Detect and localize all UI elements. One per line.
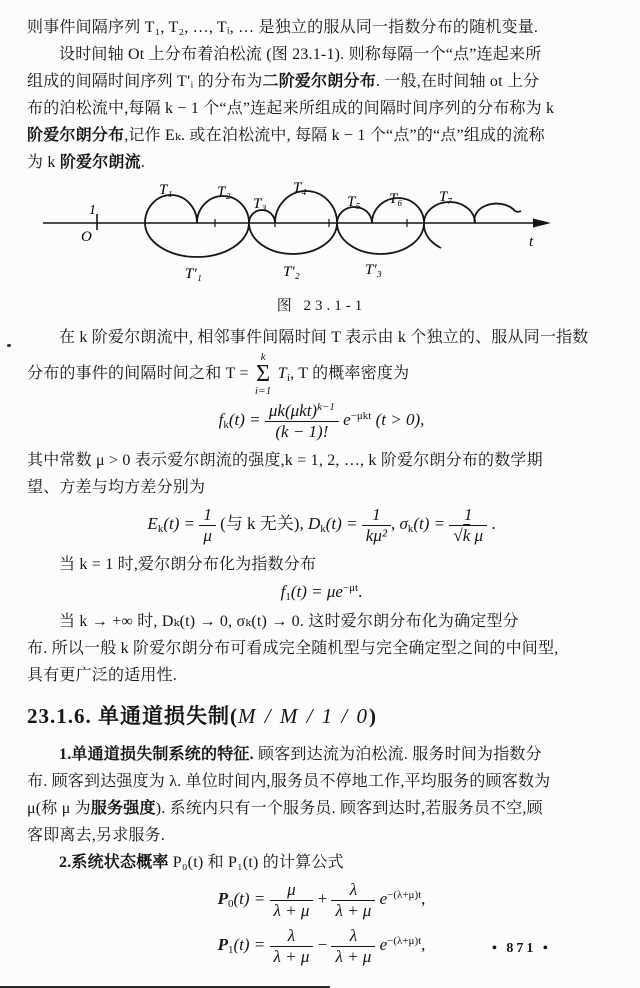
interval-label-T1: T₁ — [159, 182, 173, 198]
interval-label-T5: T₅ — [347, 194, 361, 210]
formula-erlang-density — [27, 401, 616, 441]
unit-label: 1 — [89, 203, 96, 218]
key-term: 2.系统状态概率 — [59, 854, 169, 872]
Dk-num: 1 — [362, 505, 391, 526]
P0-frac2-num: λ — [331, 880, 375, 901]
text-line — [27, 849, 616, 876]
f1-exponent: −μt — [342, 582, 359, 595]
arc-partial-lower — [424, 223, 441, 248]
key-term: 服务强度 — [90, 800, 156, 818]
fk-condition: (t > 0), — [371, 409, 425, 429]
timeline-diagram — [27, 178, 607, 296]
text-line — [27, 95, 616, 122]
arc-T3-prime — [337, 223, 424, 254]
body-text: 则事件间隔序列 T₁, T₂, …, Tᵢ, … 是独立的服从同一指数分布的随机变量. — [27, 19, 539, 36]
origin-label: O — [81, 229, 92, 245]
Ek-base: E — [147, 514, 158, 534]
P0-frac1-den: λ + μ — [273, 900, 310, 920]
sum-lower-limit: i=1 — [254, 384, 272, 397]
P0-end: , — [421, 889, 426, 909]
interval-label-T3: T₃ — [253, 196, 267, 212]
sigmak-num: 1 — [449, 505, 487, 526]
kendall-notation: M / M / 1 / 0 — [238, 704, 369, 729]
Dk-fraction — [362, 505, 391, 545]
text-line — [27, 447, 616, 474]
formula-P0 — [27, 880, 616, 920]
P1-sub: 1 — [227, 944, 234, 957]
Ek-sub: k — [157, 523, 164, 536]
arc-T7 — [424, 202, 475, 223]
summation-symbol — [255, 352, 272, 396]
P1-frac2-num: λ — [331, 926, 375, 947]
P1-frac2-den: λ + μ — [335, 946, 372, 966]
text-line — [27, 41, 616, 68]
body-text: μ(称 μ 为 — [27, 800, 91, 818]
P1-rest: (t) = — [233, 935, 270, 955]
P0-exponent: −(λ+μ)t — [387, 889, 422, 902]
text-line — [27, 149, 616, 176]
Dk-rest: (t) = — [325, 514, 362, 534]
Dk-base: D — [307, 514, 321, 534]
fk-num-exponent: k−1 — [317, 401, 335, 413]
P0-exp-base: e — [375, 889, 388, 909]
body-text: ). 系统内只有一个服务员. 顾客到达时,若服务员不空,顾 — [155, 800, 543, 818]
fk-numerator — [265, 401, 339, 422]
sigmak-sub: k — [407, 523, 414, 536]
body-text: . — [140, 154, 146, 171]
section-heading — [27, 701, 616, 731]
P0-frac2-den: λ + μ — [335, 900, 372, 920]
P1-frac1-den: λ + μ — [273, 946, 310, 966]
formula-moments — [27, 505, 616, 545]
arc-T2 — [197, 196, 249, 223]
Ek-den: μ — [203, 525, 212, 545]
P1-frac1-num: λ — [270, 926, 314, 947]
page-number: • 871 • — [492, 941, 551, 956]
P0-frac1 — [270, 880, 314, 920]
body-text: . 一般,在时间轴 ot 上分 — [375, 73, 540, 90]
radical-icon: √ — [453, 525, 463, 545]
text-line — [27, 14, 616, 41]
Ek-num: 1 — [199, 505, 216, 526]
formula-exponential-density — [27, 582, 616, 602]
fk-exponent: −μkt — [350, 409, 372, 422]
text-line — [27, 662, 616, 689]
interval-label-T2: T₂ — [217, 184, 231, 200]
body-text: 布. 所以一般 k 阶爱尔朗分布可看成完全随机型与完全确定型之间的中间型, — [27, 640, 559, 658]
P1-operator: − — [313, 935, 332, 955]
text-line — [27, 68, 616, 95]
fk-lhs: f — [218, 409, 224, 429]
axis-arrowhead-icon — [533, 219, 551, 228]
body-text: 望、方差与均方差分别为 — [27, 479, 206, 497]
fk-num-base: μk(μkt) — [268, 401, 318, 420]
fk-lhs-rest: (t) = — [228, 409, 265, 429]
figure-erlang-flow-diagram — [27, 178, 616, 316]
P1-base: P — [217, 935, 228, 955]
body-text: 分布的事件的间隔时间之和 T = — [27, 365, 249, 382]
arc-T2-prime — [249, 223, 337, 254]
Ek-fraction — [199, 505, 216, 545]
axis-label-t: t — [529, 234, 534, 250]
section-number-title: 23.1.6. 单通道损失制( — [27, 704, 238, 729]
fk-fraction — [265, 401, 339, 441]
sigmak-den — [449, 526, 487, 546]
text-line — [27, 635, 616, 662]
radicand: k — [462, 525, 471, 545]
key-term: 1.单通道损失制系统的特征. — [59, 746, 254, 764]
f1-base: f — [280, 582, 286, 602]
fk-denominator: (k − 1)! — [275, 421, 329, 441]
heading-close: ) — [369, 704, 377, 729]
P0-rest: (t) = — [233, 889, 270, 909]
f1-end: . — [358, 582, 363, 602]
text-line — [27, 324, 616, 351]
sigmak-den-tail: μ — [470, 525, 484, 545]
text-line — [27, 741, 616, 768]
body-text: ,记作 Eₖ. 或在泊松流中, 每隔 k − 1 个“点”的“点”组成的流称 — [124, 127, 545, 144]
f1-sub: 1 — [285, 591, 291, 604]
sigmak-base: σ — [399, 514, 408, 534]
P0-base: P — [217, 889, 228, 909]
summand: T — [277, 365, 287, 382]
arc-partial-upper — [474, 204, 521, 223]
arc-T1-prime — [145, 223, 249, 257]
interval-label-T4: T₄ — [293, 180, 307, 196]
scan-artifact-dot — [7, 344, 11, 347]
Ek-rest: (t) = — [163, 514, 200, 534]
Dk-sub: k — [320, 523, 326, 536]
body-text: 为 k — [27, 154, 60, 171]
P0-frac1-num: μ — [270, 880, 314, 901]
sigma-icon: Σ — [256, 360, 271, 387]
interval-label-T6: T₆ — [389, 191, 403, 207]
P1-frac1 — [270, 926, 314, 966]
P0-frac2 — [331, 880, 375, 920]
P0-sub: 0 — [227, 898, 234, 911]
body-text: 顾客到达流为泊松流. 服务时间为指数分 — [253, 746, 542, 764]
Ek-note: (与 k 无关), — [215, 514, 308, 534]
body-text: 其中常数 μ > 0 表示爱尔朗流的强度,k = 1, 2, …, k 阶爱尔朗分布的数学期 — [27, 452, 543, 470]
body-text: 在 k 阶爱尔朗流中, 相邻事件间隔时间 T 表示由 k 个独立的、服从同一指数 — [59, 329, 589, 346]
sum-upper-limit: k — [260, 351, 266, 364]
body-text: 客即离去,另求服务. — [27, 827, 166, 845]
interval-label-T3-prime: T′₃ — [365, 262, 382, 278]
sigmak-rest: (t) = — [413, 514, 450, 534]
key-term: 阶爱尔朗分布 — [27, 127, 125, 144]
key-term: 二阶爱尔朗分布 — [262, 73, 376, 90]
text-line — [27, 822, 616, 849]
interval-label-T1-prime: T′₁ — [185, 266, 202, 282]
f1-mid: (t) = μe — [290, 582, 343, 602]
P0-operator: + — [313, 889, 332, 909]
figure-caption: 图 23.1-1 — [276, 298, 367, 314]
body-text: 当 k = 1 时,爱尔朗分布化为指数分布 — [59, 556, 317, 574]
text-line — [27, 474, 616, 501]
body-text: 具有更广泛的适用性. — [27, 667, 178, 685]
body-text: , T 的概率密度为 — [290, 365, 410, 382]
separator: , — [390, 514, 400, 534]
P1-end: , — [421, 935, 426, 955]
text-line — [27, 768, 616, 795]
P1-frac2 — [331, 926, 375, 966]
Dk-den: kμ² — [365, 525, 387, 545]
key-term: 阶爱尔朗流 — [59, 154, 141, 171]
arc-T1 — [145, 195, 197, 223]
body-text: P₀(t) 和 P₁(t) 的计算公式 — [168, 854, 344, 872]
text-line — [27, 608, 616, 635]
fk-exp-base: e — [338, 409, 351, 429]
text-line — [27, 795, 616, 822]
sigmak-fraction — [449, 505, 487, 545]
body-text: 布的泊松流中,每隔 k − 1 个“点”连起来所组成的间隔时间序列的分布称为 k — [27, 100, 555, 117]
text-line — [27, 551, 616, 578]
summand-subscript: i — [286, 372, 291, 384]
text-line — [27, 122, 616, 149]
P1-exp-base: e — [375, 935, 388, 955]
body-text: 当 k → +∞ 时, Dₖ(t) → 0, σₖ(t) → 0. 这时爱尔朗分布化为确定型分 — [59, 613, 519, 631]
body-text: 设时间轴 Ot 上分布着泊松流 (图 23.1-1). 则称每隔一个“点”连起来所 — [59, 46, 542, 63]
body-text: 布. 顾客到达强度为 λ. 单位时间内,服务员不停地工作,平均服务的顾客数为 — [27, 773, 551, 791]
interval-label-T2-prime: T′₂ — [283, 264, 300, 280]
text-line-with-sum — [27, 351, 616, 397]
P1-exponent: −(λ+μ)t — [387, 935, 422, 948]
interval-label-T7: T₇ — [439, 189, 453, 205]
body-text: 组成的间隔时间序列 T′ᵢ 的分布为 — [27, 73, 263, 90]
fk-lhs-sub: k — [223, 418, 229, 431]
formula-end: . — [487, 514, 496, 534]
